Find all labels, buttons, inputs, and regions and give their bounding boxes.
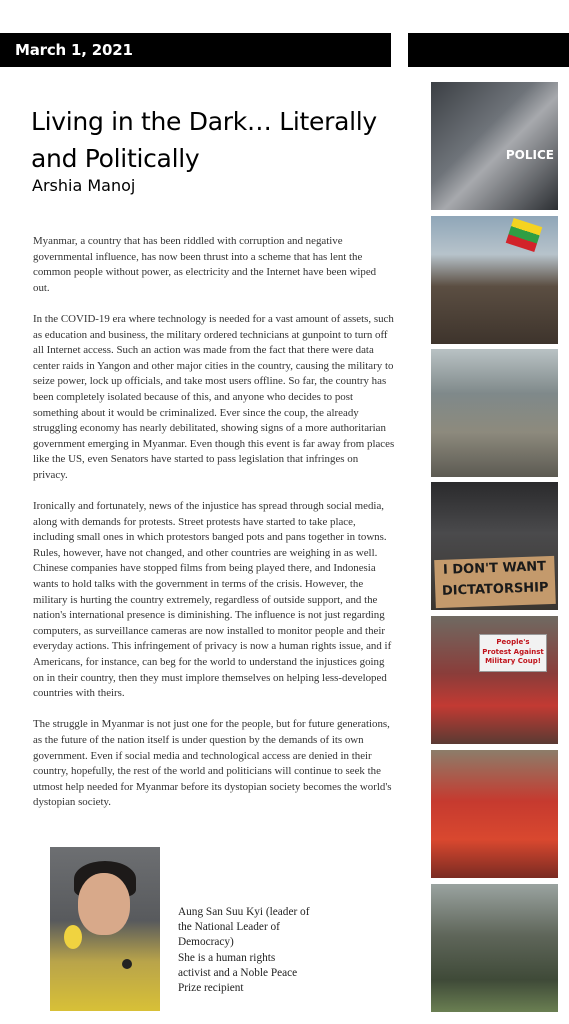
sign-line: DICTATORSHIP (441, 580, 549, 599)
paragraph-2: In the COVID-19 era where technology is needed for a vast amount of assets, such as education and business, the military ordered technicians at gunpoint to turn off all Internet access. Such an action was made from the fact that there were data center raids in Yangon and other major cities in the country, causing the military to seize power, lock up officials, and take most users offline. So far, the country has been completely isolated because of this, and anyone who decides to post something about it would be criminalized. Ever since the coup, the already struggling economy has nearly debilitated, showing signs of a more authoritarian government emerging in Myanmar. Even though this event is far away from places like the US, even Senators have started to pass legislation that infringes on privacy. (33, 312, 395, 481)
side-photo-police-roses (431, 82, 558, 210)
paragraph-1: Myanmar, a country that has been riddled with corruption and negative governmental influence, has now been thrust into a scheme that has lent the common people without power, as electricity and the Internet have been wiped out. (33, 235, 377, 294)
myanmar-flag (506, 218, 543, 252)
header-bar-right (408, 33, 569, 67)
caption-line: Prize recipient (178, 982, 244, 995)
side-photo-red-crowd (431, 750, 558, 878)
paragraph-3: Ironically and fortunately, news of the injustice has spread through social media, along with demands for protests. Street protests have started to take place, including small ones in which protestors banged pots and pans together in towns. Rules, however, have not changed, and other countries are weighing in as well. Chinese companies have stopped films from being played there, and Indonesia wants to hold talks with the government in terms of the crisis. However, the military is hurting the country extremely, regardless of outside support, and the nation's international presence is diminishing. The influence is not just regarding computers, as surveillance cameras are now installed to monitor people and their everyday actions. This infringement of privacy is now a human rights issue, and if Americans, for instance, can beg for the world to understand the injustices going on in their country, then they must implore themselves on helping less-developed countries with theirs. (33, 500, 392, 700)
side-photo-soldiers (431, 884, 558, 1012)
article-author: Arshia Manoj (32, 176, 136, 195)
article-title: Living in the Dark… Literally and Politically (31, 107, 377, 173)
banner-line: Military Coup! (485, 657, 541, 665)
portrait-photo (50, 847, 160, 1011)
caption-line: Democracy) (178, 936, 234, 949)
side-photo-crowd-flag (431, 216, 558, 344)
issue-date: March 1, 2021 (15, 41, 133, 59)
paragraph-4: The struggle in Myanmar is not just one for the people, but for future generations, as the future of the nation itself is under question by the demands of its own government. Even if social media and technological access are denied in their country, hopefully, the rest of the world and politicians will continue to seek the utmost help needed for Myanmar before its dystopian society becomes the world's dystopian society. (33, 718, 392, 809)
side-photo-street-clash (431, 349, 558, 477)
date-bar (0, 33, 391, 67)
banner-line: Protest Against (482, 647, 544, 656)
portrait-microphone (122, 959, 132, 969)
side-photo-protest-banner (431, 616, 558, 744)
protest-sign (434, 556, 556, 608)
police-text: POLICE (505, 148, 554, 162)
caption-line: activist and a Noble Peace (178, 966, 298, 979)
article-body (33, 234, 395, 827)
banner-line: People's (496, 638, 530, 646)
sign-line: I DON'T WANT (442, 559, 547, 578)
side-photo-dictatorship-sign (431, 482, 558, 610)
photo-caption (178, 905, 328, 996)
caption-line: She is a human rights (178, 951, 276, 964)
caption-line: Aung San Suu Kyi (leader of (178, 906, 310, 918)
protest-banner (479, 634, 547, 672)
portrait-flower (64, 925, 82, 949)
portrait-face (78, 873, 130, 935)
caption-line: the National Leader of (178, 921, 280, 934)
